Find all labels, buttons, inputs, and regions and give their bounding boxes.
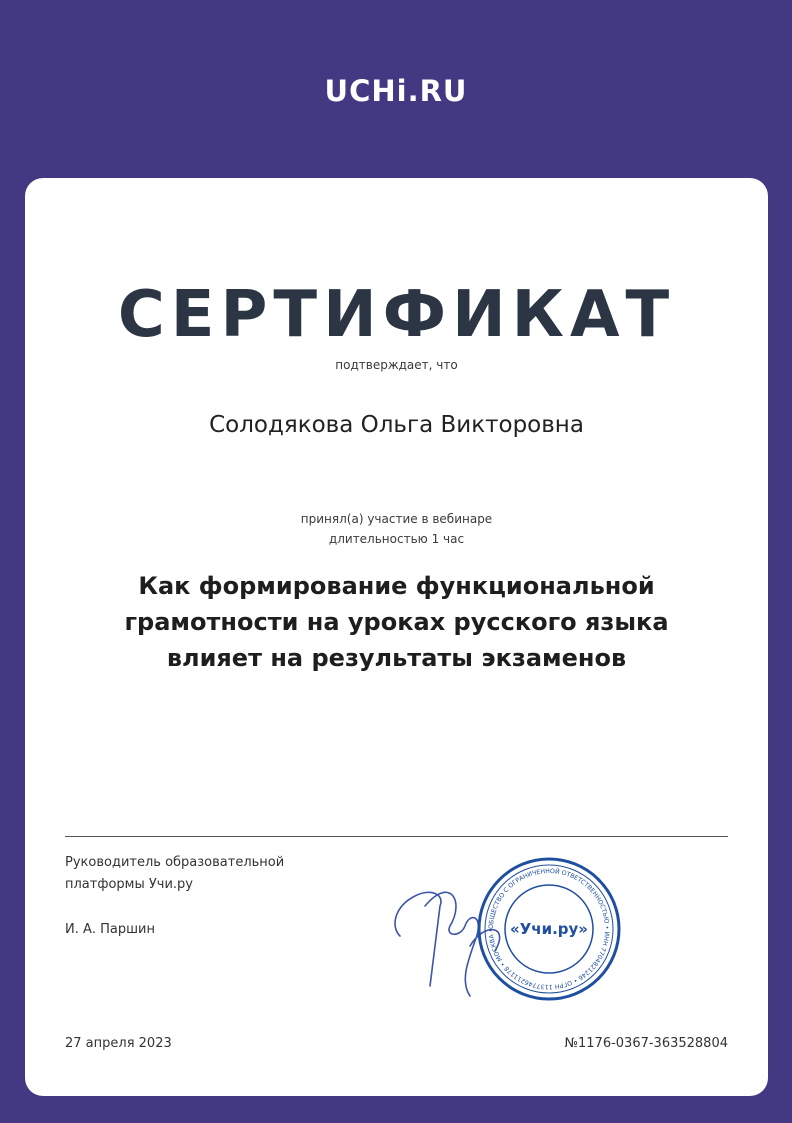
participation-line-2: длительностью 1 час: [328, 532, 465, 546]
signer-name: И. А. Паршин: [65, 922, 155, 937]
seal-ring-text: ОБЩЕСТВО С ОГРАНИЧЕННОЙ ОТВЕТСТВЕННОСТЬЮ • ИНН 7704821246 • ОГРН 1137746211178 • МОСКВА •: [487, 867, 611, 991]
signer-position-line-1: Руководитель образовательной: [65, 855, 285, 870]
participation-text: [25, 509, 768, 549]
divider: [65, 836, 728, 837]
webinar-title-line-3: влияет на результаты экзаменов: [166, 644, 627, 672]
certificate-title: СЕРТИФИКАТ: [117, 278, 676, 352]
uchi-ru-logo: UCHi.RU: [324, 74, 468, 108]
webinar-title: [85, 568, 708, 676]
signer-position-line-2: платформы Учи.ру: [65, 877, 194, 892]
certificate-number: №1176-0367-363528804: [564, 1036, 728, 1051]
issue-date: 27 апреля 2023: [65, 1036, 172, 1051]
signer-position: [65, 852, 325, 896]
recipient-name: Солодякова Ольга Викторовна: [209, 412, 584, 438]
webinar-title-line-2: грамотности на уроках русского языка: [124, 608, 669, 636]
participation-line-1: принял(а) участие в вебинаре: [300, 512, 493, 526]
company-seal: [474, 854, 624, 1004]
webinar-title-line-1: Как формирование функциональной: [138, 572, 655, 600]
confirms-text: подтверждает, что: [335, 358, 458, 372]
certificate-card: [25, 178, 768, 1096]
seal-center-text: «Учи.ру»: [510, 920, 588, 938]
